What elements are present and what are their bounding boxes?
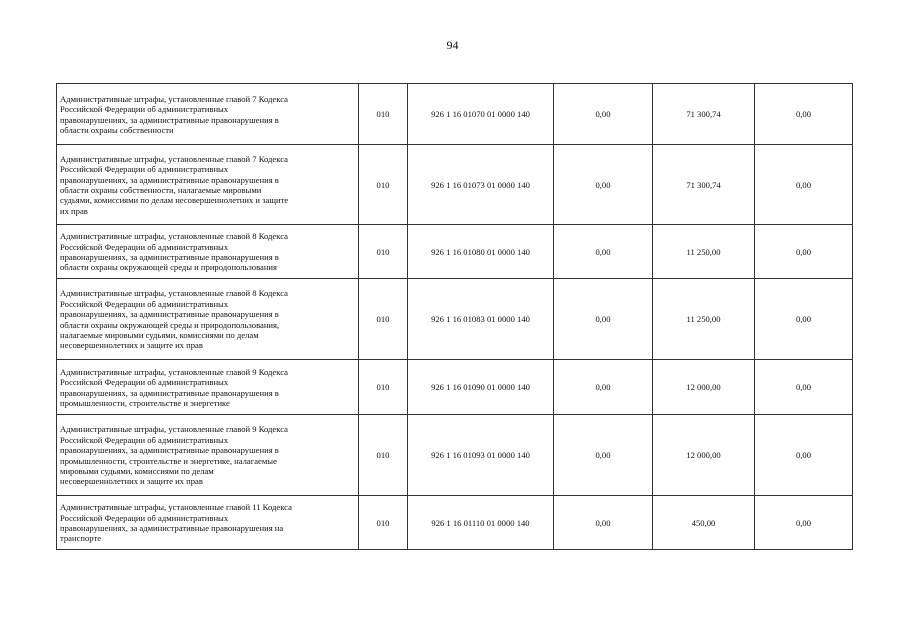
description-line: области охраны окружающей среды и природопользования, xyxy=(60,319,280,330)
cell-value-2: 450,00 xyxy=(653,496,755,550)
cell-value-1: 0,00 xyxy=(554,496,653,550)
cell-value-2: 12 000,00 xyxy=(653,360,755,415)
cell-description xyxy=(57,360,359,415)
cell-line-code: 010 xyxy=(359,279,408,360)
description-line: Административные штрафы, установленные главой 7 Кодекса xyxy=(60,153,288,164)
cell-budget-code: 926 1 16 01090 01 0000 140 xyxy=(408,360,554,415)
description-line: транспорте xyxy=(60,533,102,544)
description-line: промышленности, строительстве и энергетике, налагаемые xyxy=(60,455,277,466)
description-line: области охраны окружающей среды и природопользования xyxy=(60,262,277,273)
revenue-table xyxy=(56,83,853,550)
cell-line-code: 010 xyxy=(359,84,408,145)
description-line: Административные штрафы, установленные главой 11 Кодекса xyxy=(60,502,292,513)
description-line: области охраны собственности, налагаемые мировыми xyxy=(60,185,262,195)
table-body xyxy=(57,84,853,550)
cell-line-code: 010 xyxy=(359,360,408,415)
cell-description xyxy=(57,415,359,496)
description-line: Административные штрафы, установленные главой 9 Кодекса xyxy=(60,424,288,435)
cell-budget-code: 926 1 16 01093 01 0000 140 xyxy=(408,415,554,496)
cell-value-1: 0,00 xyxy=(554,360,653,415)
description-line: Российской Федерации об административных xyxy=(60,512,229,523)
description-line: Административные штрафы, установленные главой 7 Кодекса xyxy=(60,93,288,104)
table-row xyxy=(57,279,853,360)
description-line: Российской Федерации об административных xyxy=(60,164,229,175)
description-line: несовершеннолетних и защите их прав xyxy=(60,340,203,351)
description-line: Российской Федерации об административных xyxy=(60,104,229,115)
cell-value-3: 0,00 xyxy=(755,279,853,360)
description-line: Российской Федерации об административных xyxy=(60,434,229,445)
table-row xyxy=(57,496,853,550)
cell-budget-code: 926 1 16 01080 01 0000 140 xyxy=(408,225,554,279)
description-line: их прав xyxy=(60,205,88,216)
cell-value-2: 11 250,00 xyxy=(653,225,755,279)
cell-value-1: 0,00 xyxy=(554,145,653,225)
cell-value-2: 71 300,74 xyxy=(653,84,755,145)
cell-value-2: 12 000,00 xyxy=(653,415,755,496)
cell-line-code: 010 xyxy=(359,496,408,550)
cell-budget-code: 926 1 16 01073 01 0000 140 xyxy=(408,145,554,225)
description-line: Российской Федерации об административных xyxy=(60,241,229,252)
cell-value-1: 0,00 xyxy=(554,225,653,279)
description-line: судьями, комиссиями по делам несовершеннолетних и защите xyxy=(60,195,289,206)
cell-description xyxy=(57,496,359,550)
cell-value-3: 0,00 xyxy=(755,145,853,225)
cell-value-1: 0,00 xyxy=(554,84,653,145)
description-line: правонарушениях, за административные правонарушения в xyxy=(60,309,279,320)
description-line: промышленности, строительстве и энергетике xyxy=(60,397,230,408)
description-line: Российской Федерации об административных xyxy=(60,298,229,309)
description-line: правонарушениях, за административные правонарушения в xyxy=(60,252,279,262)
cell-budget-code: 926 1 16 01110 01 0000 140 xyxy=(408,496,554,550)
cell-value-3: 0,00 xyxy=(755,360,853,415)
description-line: Административные штрафы, установленные главой 9 Кодекса xyxy=(60,366,288,377)
description-line: Административные штрафы, установленные главой 8 Кодекса xyxy=(60,231,288,242)
page-number: 94 xyxy=(446,38,459,52)
table-row xyxy=(57,145,853,225)
cell-value-3: 0,00 xyxy=(755,84,853,145)
description-line: области охраны собственности xyxy=(60,124,174,135)
cell-value-3: 0,00 xyxy=(755,496,853,550)
cell-description xyxy=(57,145,359,225)
cell-description xyxy=(57,225,359,279)
description-line: налагаемые мировыми судьями, комиссиями по делам xyxy=(60,329,259,340)
description-line: правонарушениях, за административные правонарушения в xyxy=(60,445,279,456)
table-row xyxy=(57,84,853,145)
cell-value-3: 0,00 xyxy=(755,225,853,279)
table-row xyxy=(57,225,853,279)
description-line: правонарушениях, за административные правонарушения в xyxy=(60,114,279,125)
cell-value-1: 0,00 xyxy=(554,415,653,496)
description-line: мировыми судьями, комиссиями по делам xyxy=(60,465,214,476)
description-line: несовершеннолетних и защите их прав xyxy=(60,476,203,487)
description-line: правонарушениях, за административные правонарушения в xyxy=(60,387,279,398)
cell-description xyxy=(57,84,359,145)
description-line: Административные штрафы, установленные главой 8 Кодекса xyxy=(60,288,288,299)
cell-line-code: 010 xyxy=(359,415,408,496)
table-row xyxy=(57,360,853,415)
cell-line-code: 010 xyxy=(359,145,408,225)
description-line: правонарушениях, за административные правонарушения в xyxy=(60,174,279,185)
cell-value-3: 0,00 xyxy=(755,415,853,496)
cell-value-2: 11 250,00 xyxy=(653,279,755,360)
cell-line-code: 010 xyxy=(359,225,408,279)
table-row xyxy=(57,415,853,496)
cell-value-1: 0,00 xyxy=(554,279,653,360)
cell-budget-code: 926 1 16 01070 01 0000 140 xyxy=(408,84,554,145)
cell-description xyxy=(57,279,359,360)
description-line: Российской Федерации об административных xyxy=(60,377,229,388)
cell-value-2: 71 300,74 xyxy=(653,145,755,225)
description-line: правонарушениях, за административные правонарушения на xyxy=(60,523,284,533)
cell-budget-code: 926 1 16 01083 01 0000 140 xyxy=(408,279,554,360)
